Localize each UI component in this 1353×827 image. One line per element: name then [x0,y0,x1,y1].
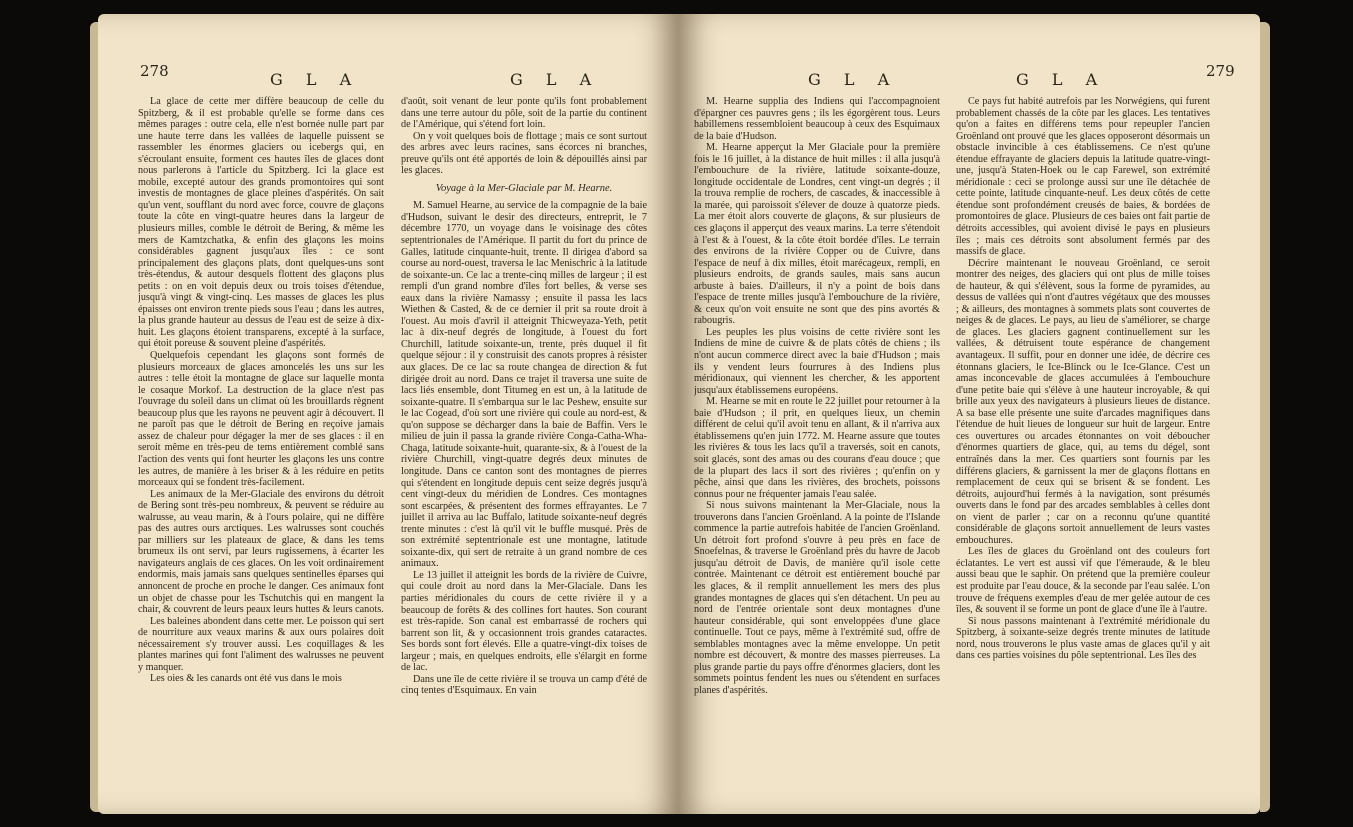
running-head-right-col2: G L A [1016,70,1107,89]
paragraph: M. Hearne apperçut la Mer Glaciale pour la première fois le 16 juillet, à la distance de huit milles : il alla jusqu'à l'embouchure de la rivière, latitude soixante-douze, longitude occidentale de Londres, cent vingt-un degrés ; il la trouva remplie de rochers, de cascades, & inaccessible à la marée, qui paroissoit s'élever de douze à quatorze pieds. La mer étoit alors couverte de glaçons, & sur plusieurs de ces glaçons il apperçut des veaux marins. La terre s'étendoit à l'est & à l'ouest, & la côte étoit bordée d'îles. Le terrain des environs de la rivière Copper ou de Cuivre, dans l'espace de neuf à dix milles, étoit marécageux, rempli, en plusieurs endroits, de grands saules, mais sans aucun arbuste à baies. D'ailleurs, il n'y a point de bois dans l'espace de trente milles jusqu'à l'embouchure de la rivière, & ceux qu'on voit ensuite ne sont que des pins avortés & rabougris. [694,142,940,327]
right-page [678,14,1260,814]
paragraph: Les îles de glaces du Groënland ont des couleurs fort éclatantes. Le vert est aussi vif que l'émeraude, & le bleu aussi beau que le saphir. On prétend que la première couleur est produite par l'eau douce, & la seconde par l'eau salée. L'on trouve de fréquens exemples d'eau de mer gelée autour de ces îles, & souvent il se forme un pont de glace d'une île à l'autre. [956,546,1210,616]
paragraph: Les animaux de la Mer-Glaciale des environs du détroit de Bering sont très-peu nombreux, & peuvent se réduire au walrusse, au veau marin, & à l'ours polaire, qui ne diffère pas des autres ours arctiques. Les walrusses sont couchés par milliers sur les plateaux de glace, & dans les tems brumeux ils ont servi, par leurs rugissemens, à écarter les navigateurs anglais de ces glaces. On les voit ordinairement endormis, mais jamais sans quelques sentinelles éparses qui annoncent de proche en proche le danger. Ces animaux font un objet de chasse pour les Tschutchis qui en mangent la chair, & couvrent de leurs peaux leurs huttes & leurs canots. [138,488,384,616]
page-number-right: 279 [1206,62,1235,80]
right-page-column-2 [956,96,1210,802]
paragraph: Décrire maintenant le nouveau Groënland, ce seroit montrer des neiges, des glaciers qui ont plus de mille toises de hauteur, & qui s'élèvent, sous la forme de pyramides, au dessus de vallées qui n'ont d'autres végétaux que des mousses ; & ailleurs, des montagnes à sommets plats sont couvertes de neiges & de glaces. Le pays, au lieu de s'améliorer, se charge de glaces. Les glaciers gagnent continuellement sur les vallées, & détruisent toute espérance de changement avantageux. Il suffit, pour en donner une idée, de décrire ces étonnans glaciers, le Ice-Blinck ou le Ice-Glance. C'est un amas inconcevable de glaces accumulées à l'embouchure d'une petite baie qui s'élève à une hauteur incroyable, & qui brille aux yeux des navigateurs à plusieurs lieues de distance. A sa base elle présente une suite d'arcades magnifiques dans l'étendue de huit lieues de longueur sur huit de largeur. Entre ces ouvertures ou arcades étonnantes on voit déboucher d'énormes quartiers de glace, qui, au tems du dégel, sont entraînés dans la mer. Ces quartiers sont fournis par les différens glaciers, & garnissent la mer de glaçons flottans en remplacement de ceux qui se brisent & se fondent. Les détroits, aujourd'hui fermés à la navigation, sont présumés ouverts dans le fond par des arcades semblables à celles dont on vient de parler ; car on a reconnu qu'une quantité considérable de glaçons sortoit annuellement de leurs vastes embouchures. [956,257,1210,546]
right-page-column-1 [694,96,940,802]
paragraph: Dans une île de cette rivière il se trouva un camp d'été de cinq tentes d'Esquimaux. En vain [401,673,647,697]
paragraph: M. Hearne supplia des Indiens qui l'accompagnoient d'épargner ces pauvres gens ; ils les égorgèrent tous. Leurs habillemens ressembloient beaucoup à ceux des Esquimaux de la baie d'Hudson. [694,96,940,142]
paragraph: On y voit quelques bois de flottage ; mais ce sont surtout des arbres avec leurs racines, sans écorces ni branches, preuve qu'ils ont été apportés de loin & dépouillés ainsi par les glaces. [401,130,647,177]
paragraph: Ce pays fut habité autrefois par les Norwégiens, qui furent probablement chassés de la côte par les glaces. Les tentatives qu'on a faites en différens tems pour repeupler l'ancien Groënland ont prouvé que les glaces opposeront désormais un obstacle invincible à ces établissemens. Ce n'est qu'une étendue effrayante de glaciers depuis la latitude quatre-vingt-une, jusqu'à Staten-Hoek ou le cap Farewel, son extrémité méridionale : ceci se prolonge aussi sur une île détachée de cette pointe, latitude cinquante-neuf. Les deux côtés de cette étendue sont profondément creusés de baies, & bordées de promontoires de glace. Plusieurs de ces baies ont fait partie de détroits accessibles, qui avoient divisé le pays en plusieurs îles ; mais ces détroits sont absolument fermés par des massifs de glace. [956,96,1210,258]
paragraph: Les baleines abondent dans cette mer. Le poisson qui sert de nourriture aux veaux marins & aux ours polaires doit nécessairement s'y trouver aussi. Les coquillages & les plantes marines qui font l'aliment des walrusses ne peuvent y manquer. [138,615,384,673]
paragraph: d'août, soit venant de leur ponte qu'ils font probablement dans une terre autour du pôle, soit de la partie du continent de l'Amérique, qui s'étend fort loin. [401,96,647,131]
running-head-left-col2: G L A [510,70,601,89]
paragraph: Quelquefois cependant les glaçons sont formés de plusieurs morceaux de glaces amoncelés les uns sur les autres : telle étoit la montagne de glace sur laquelle monta le cosaque Morkof. La destruction de la glace n'est pas l'ouvrage du soleil dans un climat où les brouillards règnent beaucoup plus que les rayons ne peuvent agir à découvert. Il ne paroît pas que le détroit de Bering en reçoive jamais assez de chaleur pour dégager la mer de ses glaces : il en seroit même en très-peu de tems entièrement comblé sans l'action des vents qui font heurter les glaçons les uns contre les autres, de manière à les briser & à les réduire en petits morceaux qui se fondent très-facilement. [138,350,384,489]
running-head-left-col1: G L A [270,70,361,89]
running-head-right-col1: G L A [808,70,899,89]
page-number-left: 278 [140,62,169,80]
paragraph: Les peuples les plus voisins de cette rivière sont les Indiens de mine de cuivre & de plats côtés de chiens ; ils n'ont aucun commerce direct avec la baie d'Hudson ; mais ils y vendent leurs fourrures à des Indiens plus méridionaux, qui viennent les chercher, & les apportent jusqu'aux établissemens européens. [694,326,940,396]
paragraph: Les oies & les canards ont été vus dans le mois [150,673,342,685]
left-page-column-1 [138,96,384,802]
right-page-edge [1260,22,1270,812]
paragraph: Si nous passons maintenant à l'extrémité méridionale du Spitzberg, à soixante-seize degrés trente minutes de latitude nord, nous trouverons le plus vaste amas de glaces qu'il y ait dans ces parties voisines du pôle septentrional. Les îles des [956,615,1210,662]
paragraph: M. Hearne se mit en route le 22 juillet pour retourner à la baie d'Hudson ; il prit, en quelques lieux, un chemin différent de celui qu'il avoit tenu en allant, & il n'arriva aux établissemens qu'en juin 1772. M. Hearne assure que toutes les rivières & tous les lacs qu'il a traversés, soit en canots, soit glacés, sont des amas ou des courans d'eau douce ; que de la plupart des lacs il sort des rivières ; qu'enfin on y pêche, ainsi que dans les rivières, des brochets, poissons connus pour ne fréquenter jamais l'eau salée. [694,396,940,500]
paragraph: Le 13 juillet il atteignit les bords de la rivière de Cuivre, qui coule droit au nord dans la Mer-Glaciale. Dans les parties méridionales du cours de cette rivière il y a beaucoup de forêts & des collines fort hautes. Son courant est très-rapide. Son canal est embarrassé de rochers qui barrent son lit, & y occasionnent trois grandes cataractes. Ses bords sont fort élevés. Elle a quatre-vingt-dix toises de largeur ; mais, en quelques endroits, elle s'élargit en forme de lac. [401,569,647,674]
paragraph: M. Samuel Hearne, au service de la compagnie de la baie d'Hudson, suivant le desir des directeurs, entreprit, le 7 décembre 1770, un voyage dans le voisinage des côtes septentrionales de l'Amérique. Il partit du fort du prince de Galles, latitude cinquante-huit, trente. Il dirigea d'abord sa course au nord-ouest, traversa le lac Menischric à la latitude de soixante-un. Ce lac a trente-cinq milles de largeur ; il est rempli d'un grand nombre d'îles fort belles, & verse ses eaux dans la rivière Namassy ; ensuite il passa les lacs Wiethen & Casted, & de ce dernier il prit sa route droit à l'ouest. Au mois d'avril il atteignit Thicweyaza-Yeth, petit lac à dix-neuf degrés de longitude, à l'ouest du fort Churchill, latitude soixante-un, trente, près duquel il fit quelque séjour : il y construisit des canots propres à résister aux glaces. De ce lac sa route changea de direction & fut dirigée droit au nord. Dans ce trajet il traversa une suite de lacs liés ensemble, dont Titumeg en est un, à la latitude de soixante-quatre. Il s'embarqua sur le lac Peshew, ensuite sur le lac Cogead, d'où sort une rivière qui coule au nord-est, & qu'on suppose se décharger dans la baie de Baffin. Vers le milieu de juin il passa la grande rivière Conga-Catha-Wha-Chaga, latitude soixante-huit, quarante-six, & à l'ouest de la rivière Churchill, vingt-quatre degrés deux minutes de longitude. Dans ce canton sont des montagnes de pierres qui s'étendent en longitude depuis cent seize degrés jusqu'à cent vingt-deux du méridien de Londres. Ces montagnes sont escarpées, & présentent des formes effrayantes. Le 7 juillet il arriva au lac Buffalo, latitude soixante-neuf degrés trente minutes : c'est là qu'il vit le buffle musqué. Près de son extrémité septentrionale est une montagne, latitude soixante-dix, qui sert de retraite à un grand nombre de ces animaux. [401,200,647,570]
paragraph: La glace de cette mer diffère beaucoup de celle du Spitzberg, & il est probable qu'elle se forme dans ces mêmes parages : outre cela, elle n'est bornée nulle part par une haute terre dans les vallées de laquelle puissent se rassembler les énormes glaciers ou icebergs qui, en s'écroulant ensuite, forment ces hautes îles de glaces dont nous parlerons à l'article du Spitzberg. Ici la glace est mobile, excepté autour des grands promontoires qui sont investis de montagnes de glace pleines d'aspérités. On sait qu'un vent, soufflant du nord avec force, couvre de glaçons toute la côte en vingt-quatre heures dans la largeur de plusieurs milles, comble le détroit de Bering, & même les mers de Kamtzchatka, & enfin des glaçons les moins considérables gagnent jusqu'aux îles : ce sont principalement des glaçons plats, dont quelques-uns sont très-étendus, & autour desquels flottent des glaçons plus petits : on en voit depuis deux ou trois toises d'étendue, jusqu'à vingt & vingt-cinq. Les masses de glaces les plus épaisses ont environ trente pieds sous l'eau ; dans les autres, la plus grande hauteur au dessus de l'eau est de seize à dix-huit. Les glaçons étoient transparens, excepté à la surface, qui étoit poreuse & souvent pleine d'aspérités. [138,96,384,350]
left-page-column-2 [401,96,647,802]
section-title: Voyage à la Mer-Glaciale par M. Hearne. [435,182,613,194]
paragraph: Si nous suivons maintenant la Mer-Glaciale, nous la trouverons dans l'ancien Groënland. A la pointe de l'Islande commence la partie autrefois habitée de l'ancien Groënland. Un détroit fort profond s'ouvre à peu près en face de Snoefelnas, & traverse le Groënland près du havre de Jacob jusqu'au détroit de Davis, de manière qu'il isole cette contrée. Maintenant ce détroit est entièrement bouché par les glaces, & il remplit annuellement les mers des plus grandes montagnes de glaces qui s'en détachent. Un peu au nord de l'entrée orientale sont deux montagnes d'une hauteur considérable, qui sont enveloppées d'une glace continuelle. Tout ce pays, même à l'extrémité sud, offre de semblables montagnes avec la même enveloppe. Un petit nombre est découvert, & montre des masses pierreuses. La plus grande partie du pays offre d'énormes glaciers, dont les sommets pointus fendent les nues ou s'étendent en surfaces planes d'aspérités. [694,500,940,696]
left-page [98,14,678,814]
